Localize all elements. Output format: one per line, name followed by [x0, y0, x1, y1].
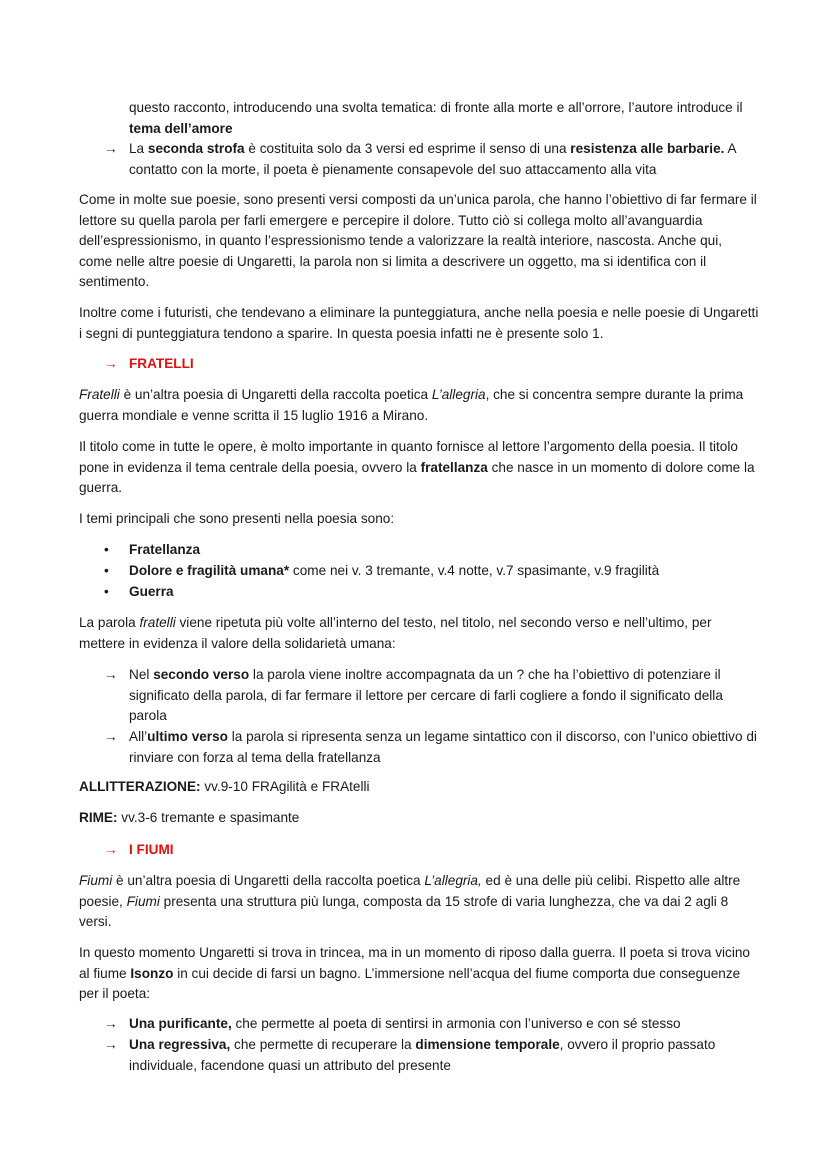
paragraph-fiumi-intro: Fiumi è un’altra poesia di Ungaretti della raccolta poetica L’allegria, ed è una delle più celibi. Rispetto alle altre poesie, Fiumi presenta una struttura più lunga, composta da 15 strofe di varia lunghezza, che va dai 2 agli 8 versi.: [79, 873, 741, 929]
paragraph-temi: I temi principali che sono presenti nella poesia sono:: [79, 511, 395, 526]
arrow-item-ultimo-verso: → All’ultimo verso la parola si ripresenta senza un legame sintattico con il discorso, con l’unico obiettivo di rinviare con forza al tema della fratellanza: [104, 729, 757, 765]
arrow-item-regressiva: → Una regressiva, che permette di recuperare la dimensione temporale, ovvero il proprio passato individuale, facendone quasi un attributo del presente: [104, 1037, 716, 1073]
list-item-theme: • Dolore e fragilità umana* come nei v. 3 tremante, v.4 notte, v.7 spasimante, v.9 fragilità: [104, 561, 744, 582]
paragraph-titolo: Il titolo come in tutte le opere, è molto importante in quanto fornisce al lettore l’argomento della poesia. Il titolo pone in evidenza il tema centrale della poesia, ovvero la fratellanza che nasce in un momento di dolore come la guerra.: [79, 439, 755, 495]
arrow-item-purificante: → Una purificante, che permette al poeta di sentirsi in armonia con l’universo e con sé stesso: [104, 1014, 764, 1035]
paragraph-allitterazione: ALLITTERAZIONE: vv.9-10 FRAgilità e FRAtelli: [79, 779, 370, 794]
heading-fratelli: → FRATELLI: [104, 354, 194, 375]
list-item-theme: • Guerra: [104, 582, 744, 603]
list-item-theme: • Fratellanza: [104, 540, 744, 561]
bullet-icon: •: [104, 584, 109, 599]
arrow-item-seconda-strofa: → La seconda strofa è costituita solo da 3 versi ed esprime il senso di una resistenza alle barbarie. A contatto con la morte, il poeta è pienamente consapevole del suo attaccamento alla vita: [104, 141, 736, 177]
paragraph-fratelli-intro: Fratelli è un’altra poesia di Ungaretti della raccolta poetica L’allegria, che si concentra sempre durante la prima guerra mondiale e venne scritta il 15 luglio 1916 a Mirano.: [79, 387, 744, 423]
paragraph-trincea: In questo momento Ungaretti si trova in trincea, ma in un momento di riposo dalla guerra. Il poeta si trova vicino al fiume Isonzo in cui decide di farsi un bagno. L’immersione nell’acqua del fiume comporta due conseguenze per il poeta:: [79, 945, 750, 1001]
arrow-icon: →: [104, 356, 118, 371]
paragraph-rime: RIME: vv.3-6 tremante e spasimante: [79, 810, 300, 825]
paragraph-espressionismo: Come in molte sue poesie, sono presenti versi composti da un’unica parola, che hanno l’obiettivo di far fermare il lettore su quella parola per farli emergere e percepire il dolore. Tutto ciò si collega molto all’avanguardia dell’espressionismo, in quanto l’espressionismo tende a valorizzare la realtà interiore, nascosta. Anche qui, come nelle altre poesie di Ungaretti, la parola non si limita a descrivere un oggetto, ma si identifica con il sentimento.: [79, 192, 757, 289]
heading-i-fiumi: → I FIUMI: [104, 840, 174, 861]
paragraph-parola-fratelli: La parola fratelli viene ripetuta più volte all’interno del testo, nel titolo, nel secondo verso e nell’ultimo, per mettere in evidenza il valore della solidarietà umana:: [79, 615, 712, 651]
arrow-item-secondo-verso: → Nel secondo verso la parola viene inoltre accompagnata da un ? che ha l’obiettivo di potenziare il significato della parola, di far fermare il lettore per cercare di farli cogliere a fondo il significato della parola: [104, 667, 723, 723]
continuation-text: questo racconto, introducendo una svolta tematica: di fronte alla morte e all’orrore, l’autore introduce il tema dell’amore: [129, 100, 743, 136]
bullet-icon: •: [104, 563, 109, 578]
arrow-icon: →: [104, 1037, 118, 1052]
arrow-icon: →: [104, 729, 118, 744]
arrow-icon: →: [104, 667, 118, 682]
bullet-icon: •: [104, 542, 109, 557]
arrow-icon: →: [104, 1016, 118, 1031]
arrow-icon: →: [104, 842, 118, 857]
paragraph-punteggiatura: Inoltre come i futuristi, che tendevano a eliminare la punteggiatura, anche nella poesia e nelle poesie di Ungaretti i segni di punteggiatura tendono a sparire. In questa poesia infatti ne è presente solo 1.: [79, 305, 759, 341]
arrow-icon: →: [104, 141, 118, 156]
